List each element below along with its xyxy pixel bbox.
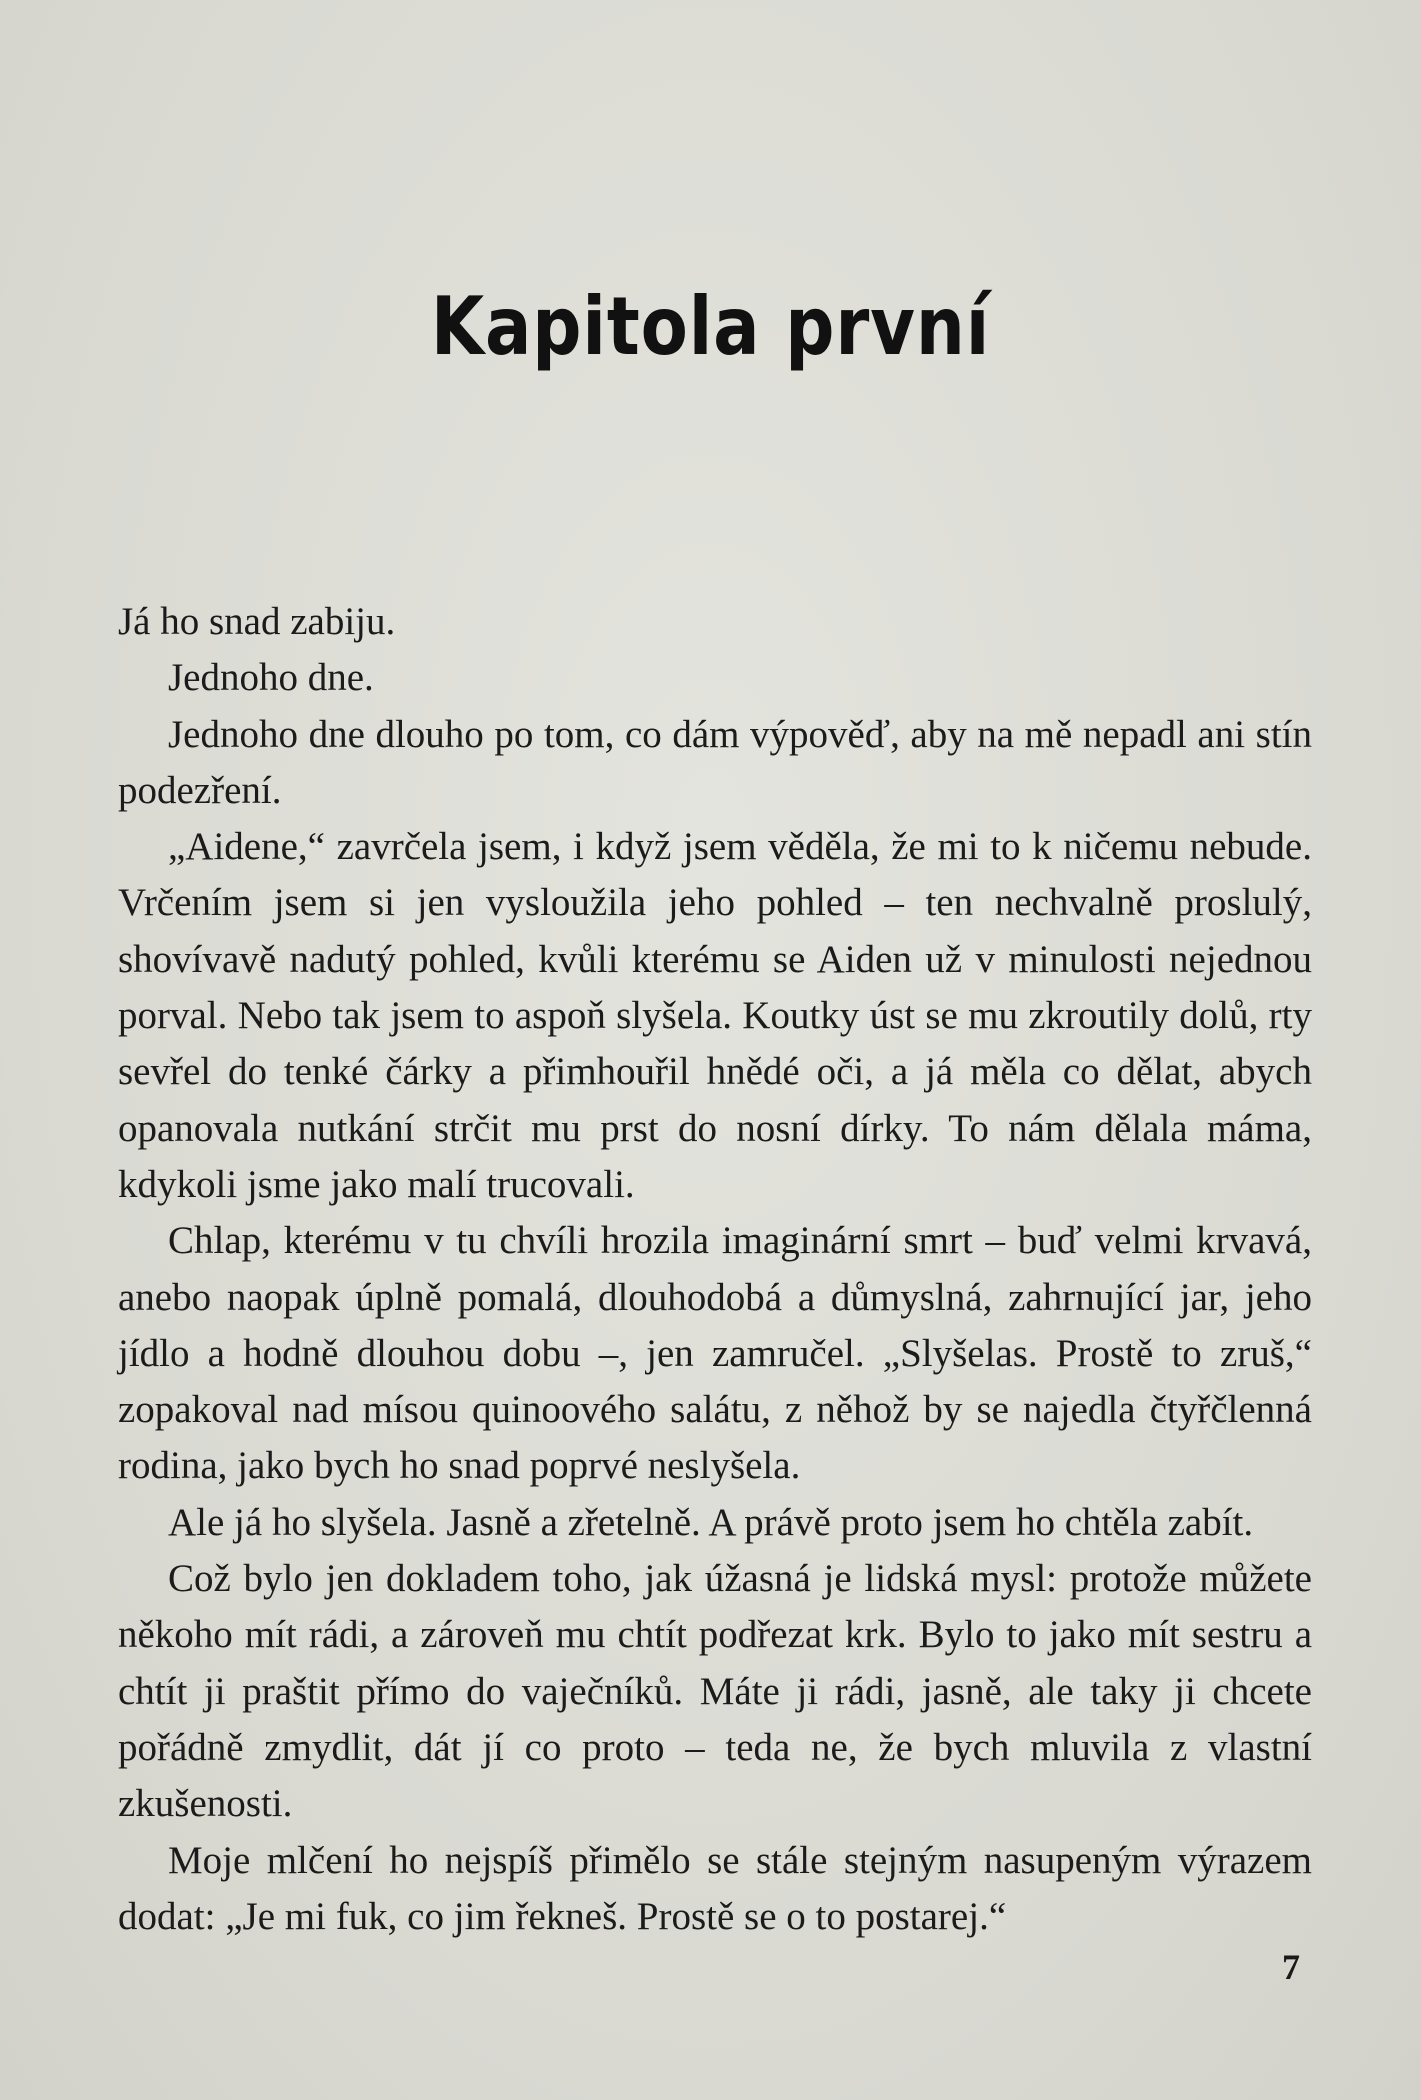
page-number: 7 bbox=[1282, 1947, 1300, 1987]
chapter-title: Kapitola první bbox=[430, 280, 991, 373]
paragraph: Jednoho dne dlouho po tom, co dám výpověď, aby na mě nepadl ani stín podezření. bbox=[118, 712, 1312, 812]
paragraph: „Aidene,“ zavrčela jsem, i když jsem věděla, že mi to k ničemu nebude. Vrčením jsem si jen vysloužila jeho pohled – ten nechvalně proslulý, shovívavě nadutý pohled, kvůli kterému se Aiden už v minulosti nejednou porval. Nebo tak jsem to aspoň slyšela. Koutky úst se mu zkroutily dolů, rty sevřel do tenké čárky a přimhouřil hnědé oči, a já měla co dělat, abych opanovala nutkání strčit mu prst do nosní dírky. To nám dělala máma, kdykoli jsme jako malí trucovali. bbox=[118, 825, 1312, 1206]
paragraph: Chlap, kterému v tu chvíli hrozila imaginární smrt – buď velmi krvavá, anebo naopak úplně pomalá, dlouhodobá a důmyslná, zahrnující jar, jeho jídlo a hodně dlouhou dobu –, jen zamručel. „Slyšelas. Prostě to zruš,“ zopakoval nad mísou quinoového salátu, z něhož by se najedla čtyřčlenná rodina, jako bych ho snad poprvé neslyšela. bbox=[118, 1219, 1312, 1488]
chapter-body bbox=[118, 594, 1312, 1945]
paragraph: Ale já ho slyšela. Jasně a zřetelně. A právě proto jsem ho chtěla zabít. bbox=[168, 1500, 1254, 1544]
paragraph: Jednoho dne. bbox=[168, 656, 374, 700]
paragraph: Moje mlčení ho nejspíš přimělo se stále stejným nasupeným výrazem dodat: „Je mi fuk, co jim řekneš. Prostě se o to postarej.“ bbox=[118, 1838, 1312, 1938]
paragraph: Já ho snad zabiju. bbox=[118, 600, 396, 643]
paragraph: Což bylo jen dokladem toho, jak úžasná je lidská mysl: protože můžete někoho mít rádi, a zároveň mu chtít podřezat krk. Bylo to jako mít sestru a chtít ji praštit přímo do vaječníků. Máte ji rádi, jasně, ale taky ji chcete pořádně zmydlit, dát jí co proto – teda ne, že bych mluvila z vlastní zkušenosti. bbox=[118, 1557, 1312, 1826]
